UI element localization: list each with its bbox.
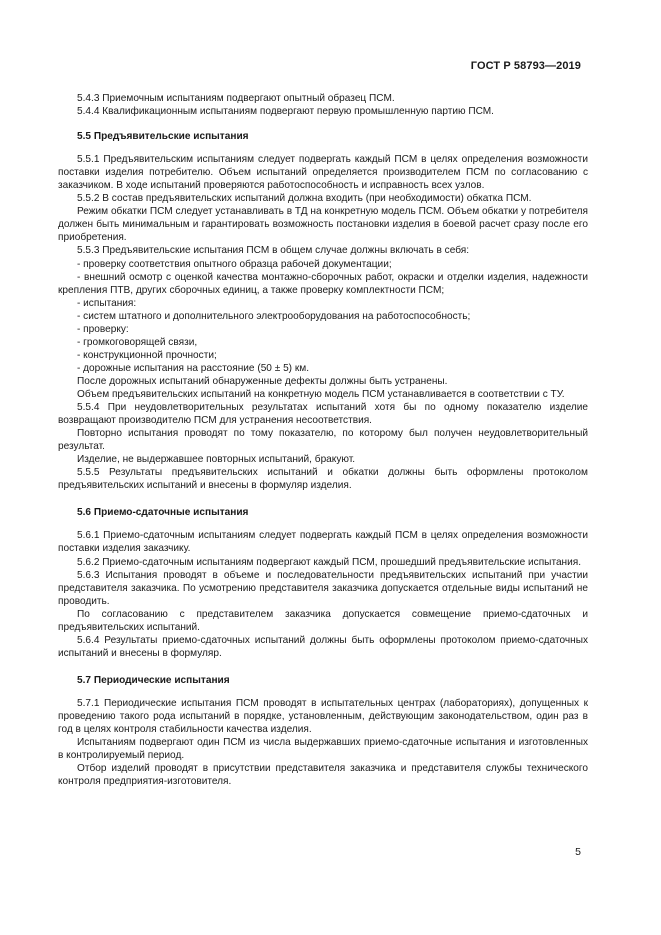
paragraph-5-6-3: 5.6.3 Испытания проводят в объеме и последовательности предъявительских испытаний при участии представителя заказчика. По усмотрению представителя заказчика допускается отдельные виды испытаний не проводить. [58, 569, 588, 607]
paragraph-5-6-3-combined: По согласованию с представителем заказчика допускается совмещение приемо-сдаточных и предъявительских испытаний. [58, 608, 588, 633]
list-item: - дорожные испытания на расстояние (50 ± 5) км. [77, 362, 310, 374]
page-number: 5 [575, 846, 581, 858]
list-item: - испытания: [77, 297, 137, 309]
section-heading-5-7: 5.7 Периодические испытания [77, 674, 230, 686]
section-heading-5-5: 5.5 Предъявительские испытания [77, 131, 249, 143]
list-item-nested: - громкоговорящей связи, [77, 336, 198, 348]
document-code: ГОСТ Р 58793—2019 [470, 60, 581, 72]
paragraph-5-5-3: 5.5.3 Предъявительские испытания ПСМ в общем случае должны включать в себя: [77, 245, 470, 257]
list-item: - проверку соответствия опытного образца рабочей документации; [77, 258, 392, 270]
paragraph-5-6-2: 5.6.2 Приемо-сдаточным испытаниям подвергают каждый ПСМ, прошедший предъявительские испытания. [77, 556, 582, 568]
paragraph-5-7-1-selection: Отбор изделий проводят в присутствии представителя заказчика и представителя службы технического контроля предприятия-изготовителя. [58, 763, 588, 788]
section-heading-5-6: 5.6 Приемо-сдаточные испытания [77, 507, 249, 519]
paragraph-5-7-1: 5.7.1 Периодические испытания ПСМ проводят в испытательных центрах (лабораториях), допущенных к проведению такого рода испытаний в порядке, установленным, действующим законодательством, один раз в год в целях контроля стабильности качества изделия. [58, 697, 588, 736]
paragraph-5-5-2-run-in: Режим обкатки ПСМ следует устанавливать в ТД на конкретную модель ПСМ. Объем обкатки у потребителя должен быть минимальным и гарантировать возможность постановки изделия в боевой расчет сразу после его приобретения. [58, 206, 588, 244]
list-item-nested: - конструкционной прочности; [77, 349, 217, 361]
paragraph-5-6-1: 5.6.1 Приемо-сдаточным испытаниям следует подвергать каждый ПСМ в целях определения возможности поставки изделия заказчику. [58, 530, 588, 555]
paragraph-5-5-5: 5.5.5 Результаты предъявительских испытаний и обкатки должны быть оформлены протоколом предъявительских испытаний и внесены в формуляр изделия. [58, 467, 588, 492]
paragraph-5-7-1-sample: Испытаниям подвергают один ПСМ из числа выдержавших приемо-сдаточные испытания и изготовленных в контролируемый период. [58, 737, 588, 762]
paragraph-5-6-4: 5.6.4 Результаты приемо-сдаточных испытаний должны быть оформлены протоколом приемо-сдаточных испытаний и внесены в формуляр. [58, 634, 588, 659]
paragraph-test-volume: Объем предъявительских испытаний на конкретную модель ПСМ устанавливается в соответствии с ТУ. [77, 388, 565, 400]
paragraph-5-5-4: 5.5.4 При неудовлетворительных результатах испытаний хотя бы по одному показателю изделие возвращают производителю ПСМ для устранения несоответствия. [58, 402, 588, 427]
list-item: - систем штатного и дополнительного электрооборудования на работоспособность; [77, 310, 471, 322]
paragraph-5-5-4-reject: Изделие, не выдержавшее повторных испытаний, бракуют. [77, 454, 356, 466]
list-item: - внешний осмотр с оценкой качества монтажно-сборочных работ, окраски и отделки изделия, надежности крепления ПТВ, других сборочных единиц, а также проверку комплектности ПСМ; [58, 271, 588, 296]
paragraph-5-5-1: 5.5.1 Предъявительским испытаниям следует подвергать каждый ПСМ в целях определения возможности поставки изделия потребителю. Объем испытаний определяется производителем ПСМ по согласованию с заказчиком. В ходе испытаний проверяются работоспособность и исправность всех узлов. [58, 154, 588, 192]
paragraph-after-road-tests: После дорожных испытаний обнаруженные дефекты должны быть устранены. [77, 375, 448, 387]
document-body [58, 92, 588, 788]
paragraph-5-4-3: 5.4.3 Приемочным испытаниям подвергают опытный образец ПСМ. [77, 93, 395, 104]
paragraph-5-4-4: 5.4.4 Квалификационным испытаниям подвергают первую промышленную партию ПСМ. [77, 106, 494, 118]
list-item: - проверку: [77, 323, 129, 335]
paragraph-5-5-2: 5.5.2 В состав предъявительских испытаний должна входить (при необходимости) обкатка ПСМ. [77, 193, 532, 205]
paragraph-5-5-4-retest: Повторно испытания проводят по тому показателю, по которому был получен неудовлетворительный результат. [58, 428, 588, 453]
